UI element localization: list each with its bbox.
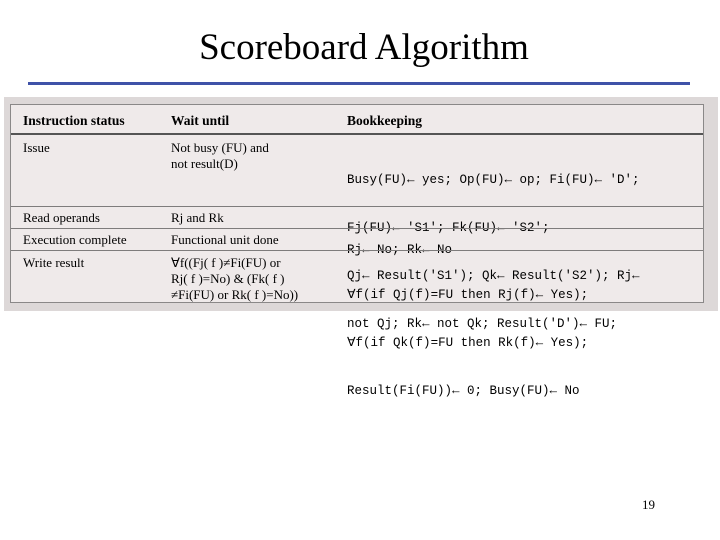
bookkeeping-line: Qj← Result('S1'); Qk← Result('S2'); Rj← bbox=[347, 269, 640, 283]
status-cell: Issue bbox=[23, 140, 50, 155]
wait-line: ≠Fi(FU) or Rk( f )=No)) bbox=[171, 287, 299, 302]
bookkeeping-line: Result(Fi(FU))← 0; Busy(FU)← No bbox=[347, 384, 580, 398]
wait-line: Rj( f )=No) & (Fk( f ) bbox=[171, 271, 285, 286]
bookkeeping-line: Fj(FU)← 'S1'; Fk(FU)← 'S2'; bbox=[347, 221, 550, 235]
header-wait-until: Wait until bbox=[171, 113, 230, 128]
wait-cell bbox=[171, 140, 269, 172]
status-cell: Write result bbox=[23, 255, 85, 270]
wait-line: Rj and Rk bbox=[171, 210, 224, 225]
header-instruction-status: Instruction status bbox=[23, 113, 125, 128]
bookkeeping-line: Busy(FU)← yes; Op(FU)← op; Fi(FU)← 'D'; bbox=[347, 173, 640, 187]
header-bookkeeping: Bookkeeping bbox=[347, 113, 423, 128]
wait-line: Not busy (FU) and bbox=[171, 140, 269, 155]
wait-cell bbox=[171, 210, 224, 226]
wait-line: ∀f((Fj( f )≠Fi(FU) or bbox=[171, 255, 281, 270]
status-cell: Execution complete bbox=[23, 232, 127, 247]
slide-title: Scoreboard Algorithm bbox=[199, 27, 529, 68]
page-number: 19 bbox=[642, 497, 655, 512]
wait-cell bbox=[171, 232, 279, 248]
bookkeeping-cell bbox=[347, 255, 588, 431]
status-cell: Read operands bbox=[23, 210, 100, 225]
table-header-row bbox=[11, 105, 703, 135]
scoreboard-table bbox=[10, 104, 704, 398]
wait-line: Functional unit done bbox=[171, 232, 279, 247]
table-row-execution-complete bbox=[11, 229, 703, 251]
bookkeeping-line: ∀f(if Qk(f)=FU then Rk(f)← Yes); bbox=[347, 336, 589, 350]
title-underline bbox=[28, 82, 690, 85]
bookkeeping-line: not Qj; Rk← not Qk; Result('D')← FU; bbox=[347, 317, 618, 331]
bookkeeping-line: ∀f(if Qj(f)=FU then Rj(f)← Yes); bbox=[347, 288, 589, 302]
bookkeeping-line: Rj← No; Rk← No bbox=[347, 243, 453, 257]
wait-cell bbox=[171, 255, 298, 303]
wait-line: not result(D) bbox=[171, 156, 238, 171]
